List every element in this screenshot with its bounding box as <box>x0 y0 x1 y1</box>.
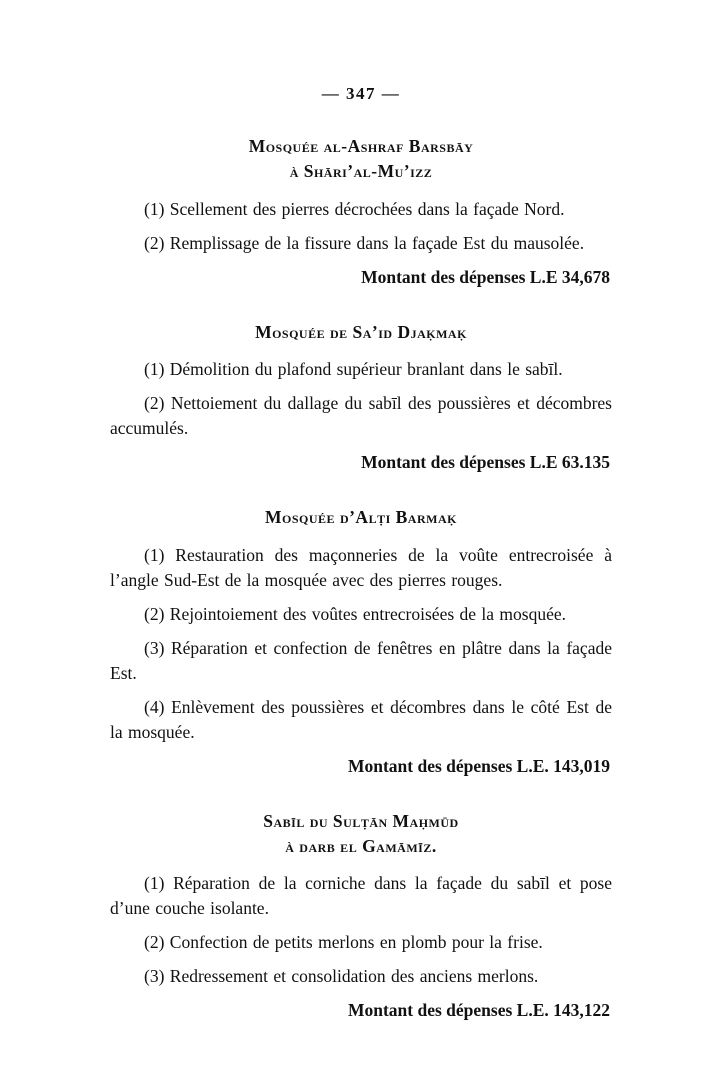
paragraph: (3) Réparation et confection de fenêtres en plâtre dans la façade Est. <box>110 637 612 683</box>
section-heading-line: Mosquée al-Ashraf Barsbāy <box>248 136 474 156</box>
section-heading <box>110 134 612 185</box>
section-heading <box>110 809 612 860</box>
paragraph: (1) Scellement des pierres décrochées dans la façade Nord. <box>144 198 565 219</box>
expenses-total: Montant des dépenses L.E. 143,019 <box>347 755 610 776</box>
section-heading <box>110 320 612 345</box>
page-number: — 347 — <box>321 84 401 103</box>
paragraph: (1) Restauration des maçonneries de la voûte entrecroisée à l’angle Sud-Est de la mosquée avec des pierres rouges. <box>110 544 612 590</box>
expenses-total: Montant des dépenses L.E 63.135 <box>361 452 610 473</box>
paragraph: (3) Redressement et consolidation des anciens merlons. <box>144 966 539 987</box>
section-mosquee-al-ashraf-barsbay <box>110 134 612 290</box>
paragraph: (2) Nettoiement du dallage du sabīl des poussières et décombres accumulés. <box>110 393 612 439</box>
section-heading-line: à darb el Gamāmīz. <box>285 835 437 856</box>
section-heading-line: Sabīl du Sulṭān Maḥmūd <box>263 810 459 831</box>
paragraph: (1) Démolition du plafond supérieur branlant dans le sabīl. <box>144 359 563 380</box>
paragraph: (2) Confection de petits merlons en plomb pour la frise. <box>144 932 543 953</box>
section-heading-line: à Shāri’al-Mu’izz <box>289 161 433 182</box>
paragraph: (1) Réparation de la corniche dans la façade du sabīl et pose d’une couche isolante. <box>110 873 612 919</box>
expenses-total: Montant des dépenses L.E. 143,122 <box>347 1000 610 1021</box>
section-heading-line: Mosquée de Sa’id Djaḳmaḳ <box>255 321 467 342</box>
expenses-total: Montant des dépenses L.E 34,678 <box>361 266 610 287</box>
section-mosquee-de-said-djakmak <box>110 320 612 475</box>
section-heading <box>110 505 612 530</box>
paragraph: (2) Remplissage de la fissure dans la façade Est du mausolée. <box>144 232 585 253</box>
paragraph: (2) Rejointoiement des voûtes entrecroisées de la mosquée. <box>144 603 567 624</box>
section-heading-line: Mosquée d’Alṭi Barmaḳ <box>265 507 457 528</box>
section-mosquee-dalti-barmak <box>110 505 612 778</box>
paragraph: (4) Enlèvement des poussières et décombres dans le côté Est de la mosquée. <box>110 696 612 742</box>
section-sabil-du-sultan-mahmud <box>110 809 612 1024</box>
